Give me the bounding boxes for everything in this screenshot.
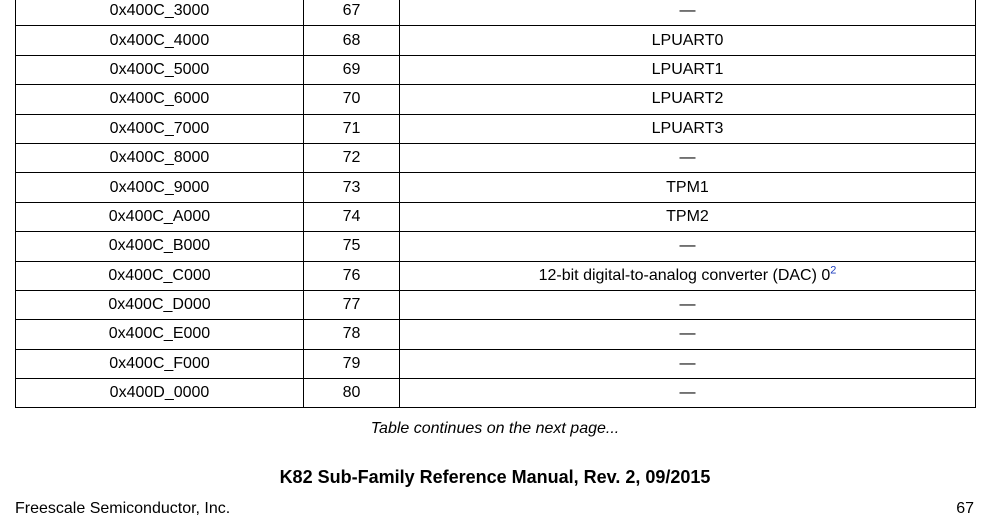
address-cell: 0x400C_9000 <box>16 173 304 202</box>
table-row <box>16 379 976 408</box>
module-cell <box>400 114 976 143</box>
address-cell: 0x400C_8000 <box>16 143 304 172</box>
module-name: — <box>679 149 696 167</box>
slot-cell: 77 <box>304 290 400 319</box>
slot-cell: 67 <box>304 0 400 26</box>
slot-cell: 73 <box>304 173 400 202</box>
footnote-link[interactable]: 2 <box>830 264 837 277</box>
table-row <box>16 55 976 84</box>
module-name: LPUART2 <box>651 90 724 108</box>
slot-cell: 75 <box>304 232 400 261</box>
slot-cell: 68 <box>304 26 400 55</box>
module-cell <box>400 26 976 55</box>
module-name: 12-bit digital-to-analog converter (DAC) 0 <box>538 266 831 284</box>
module-name: LPUART1 <box>651 60 724 78</box>
module-name: LPUART3 <box>651 119 724 137</box>
table-row <box>16 320 976 349</box>
memory-map-table <box>15 0 976 408</box>
address-cell: 0x400C_7000 <box>16 114 304 143</box>
slot-cell: 69 <box>304 55 400 84</box>
module-name: TPM2 <box>666 207 709 225</box>
module-cell <box>400 173 976 202</box>
module-cell <box>400 85 976 114</box>
table-row <box>16 0 976 26</box>
page-number: 67 <box>956 500 974 517</box>
memory-map-table-body <box>16 0 976 408</box>
address-cell: 0x400C_B000 <box>16 232 304 261</box>
company-name: Freescale Semiconductor, Inc. <box>15 500 231 517</box>
table-row <box>16 85 976 114</box>
slot-cell: 80 <box>304 379 400 408</box>
slot-cell: 72 <box>304 143 400 172</box>
table-continues-note: Table continues on the next page... <box>370 420 620 437</box>
table-row <box>16 173 976 202</box>
manual-title: K82 Sub-Family Reference Manual, Rev. 2, 09/2015 <box>279 467 711 487</box>
slot-cell: 70 <box>304 85 400 114</box>
address-cell: 0x400D_0000 <box>16 379 304 408</box>
slot-cell: 79 <box>304 349 400 378</box>
table-row <box>16 143 976 172</box>
module-cell <box>400 349 976 378</box>
address-cell: 0x400C_A000 <box>16 202 304 231</box>
module-name: — <box>679 354 696 372</box>
module-name: — <box>679 325 696 343</box>
address-cell: 0x400C_6000 <box>16 85 304 114</box>
module-cell <box>400 290 976 319</box>
table-row <box>16 26 976 55</box>
address-cell: 0x400C_4000 <box>16 26 304 55</box>
slot-cell: 74 <box>304 202 400 231</box>
table-row <box>16 114 976 143</box>
module-cell <box>400 202 976 231</box>
address-cell: 0x400C_3000 <box>16 0 304 26</box>
module-name: — <box>679 384 696 402</box>
module-name: LPUART0 <box>651 31 724 49</box>
slot-cell: 71 <box>304 114 400 143</box>
module-name: — <box>679 2 696 20</box>
address-cell: 0x400C_D000 <box>16 290 304 319</box>
table-row <box>16 290 976 319</box>
module-cell <box>400 379 976 408</box>
slot-cell: 78 <box>304 320 400 349</box>
module-name: — <box>679 237 696 255</box>
module-cell <box>400 0 976 26</box>
table-row <box>16 232 976 261</box>
module-name: — <box>679 296 696 314</box>
address-cell: 0x400C_5000 <box>16 55 304 84</box>
module-name: TPM1 <box>666 178 709 196</box>
module-cell <box>400 261 976 290</box>
address-cell: 0x400C_F000 <box>16 349 304 378</box>
module-cell <box>400 55 976 84</box>
module-cell <box>400 143 976 172</box>
slot-cell: 76 <box>304 261 400 290</box>
table-row <box>16 261 976 290</box>
module-cell <box>400 232 976 261</box>
table-row <box>16 202 976 231</box>
address-cell: 0x400C_E000 <box>16 320 304 349</box>
module-cell <box>400 320 976 349</box>
address-cell: 0x400C_C000 <box>16 261 304 290</box>
table-row <box>16 349 976 378</box>
